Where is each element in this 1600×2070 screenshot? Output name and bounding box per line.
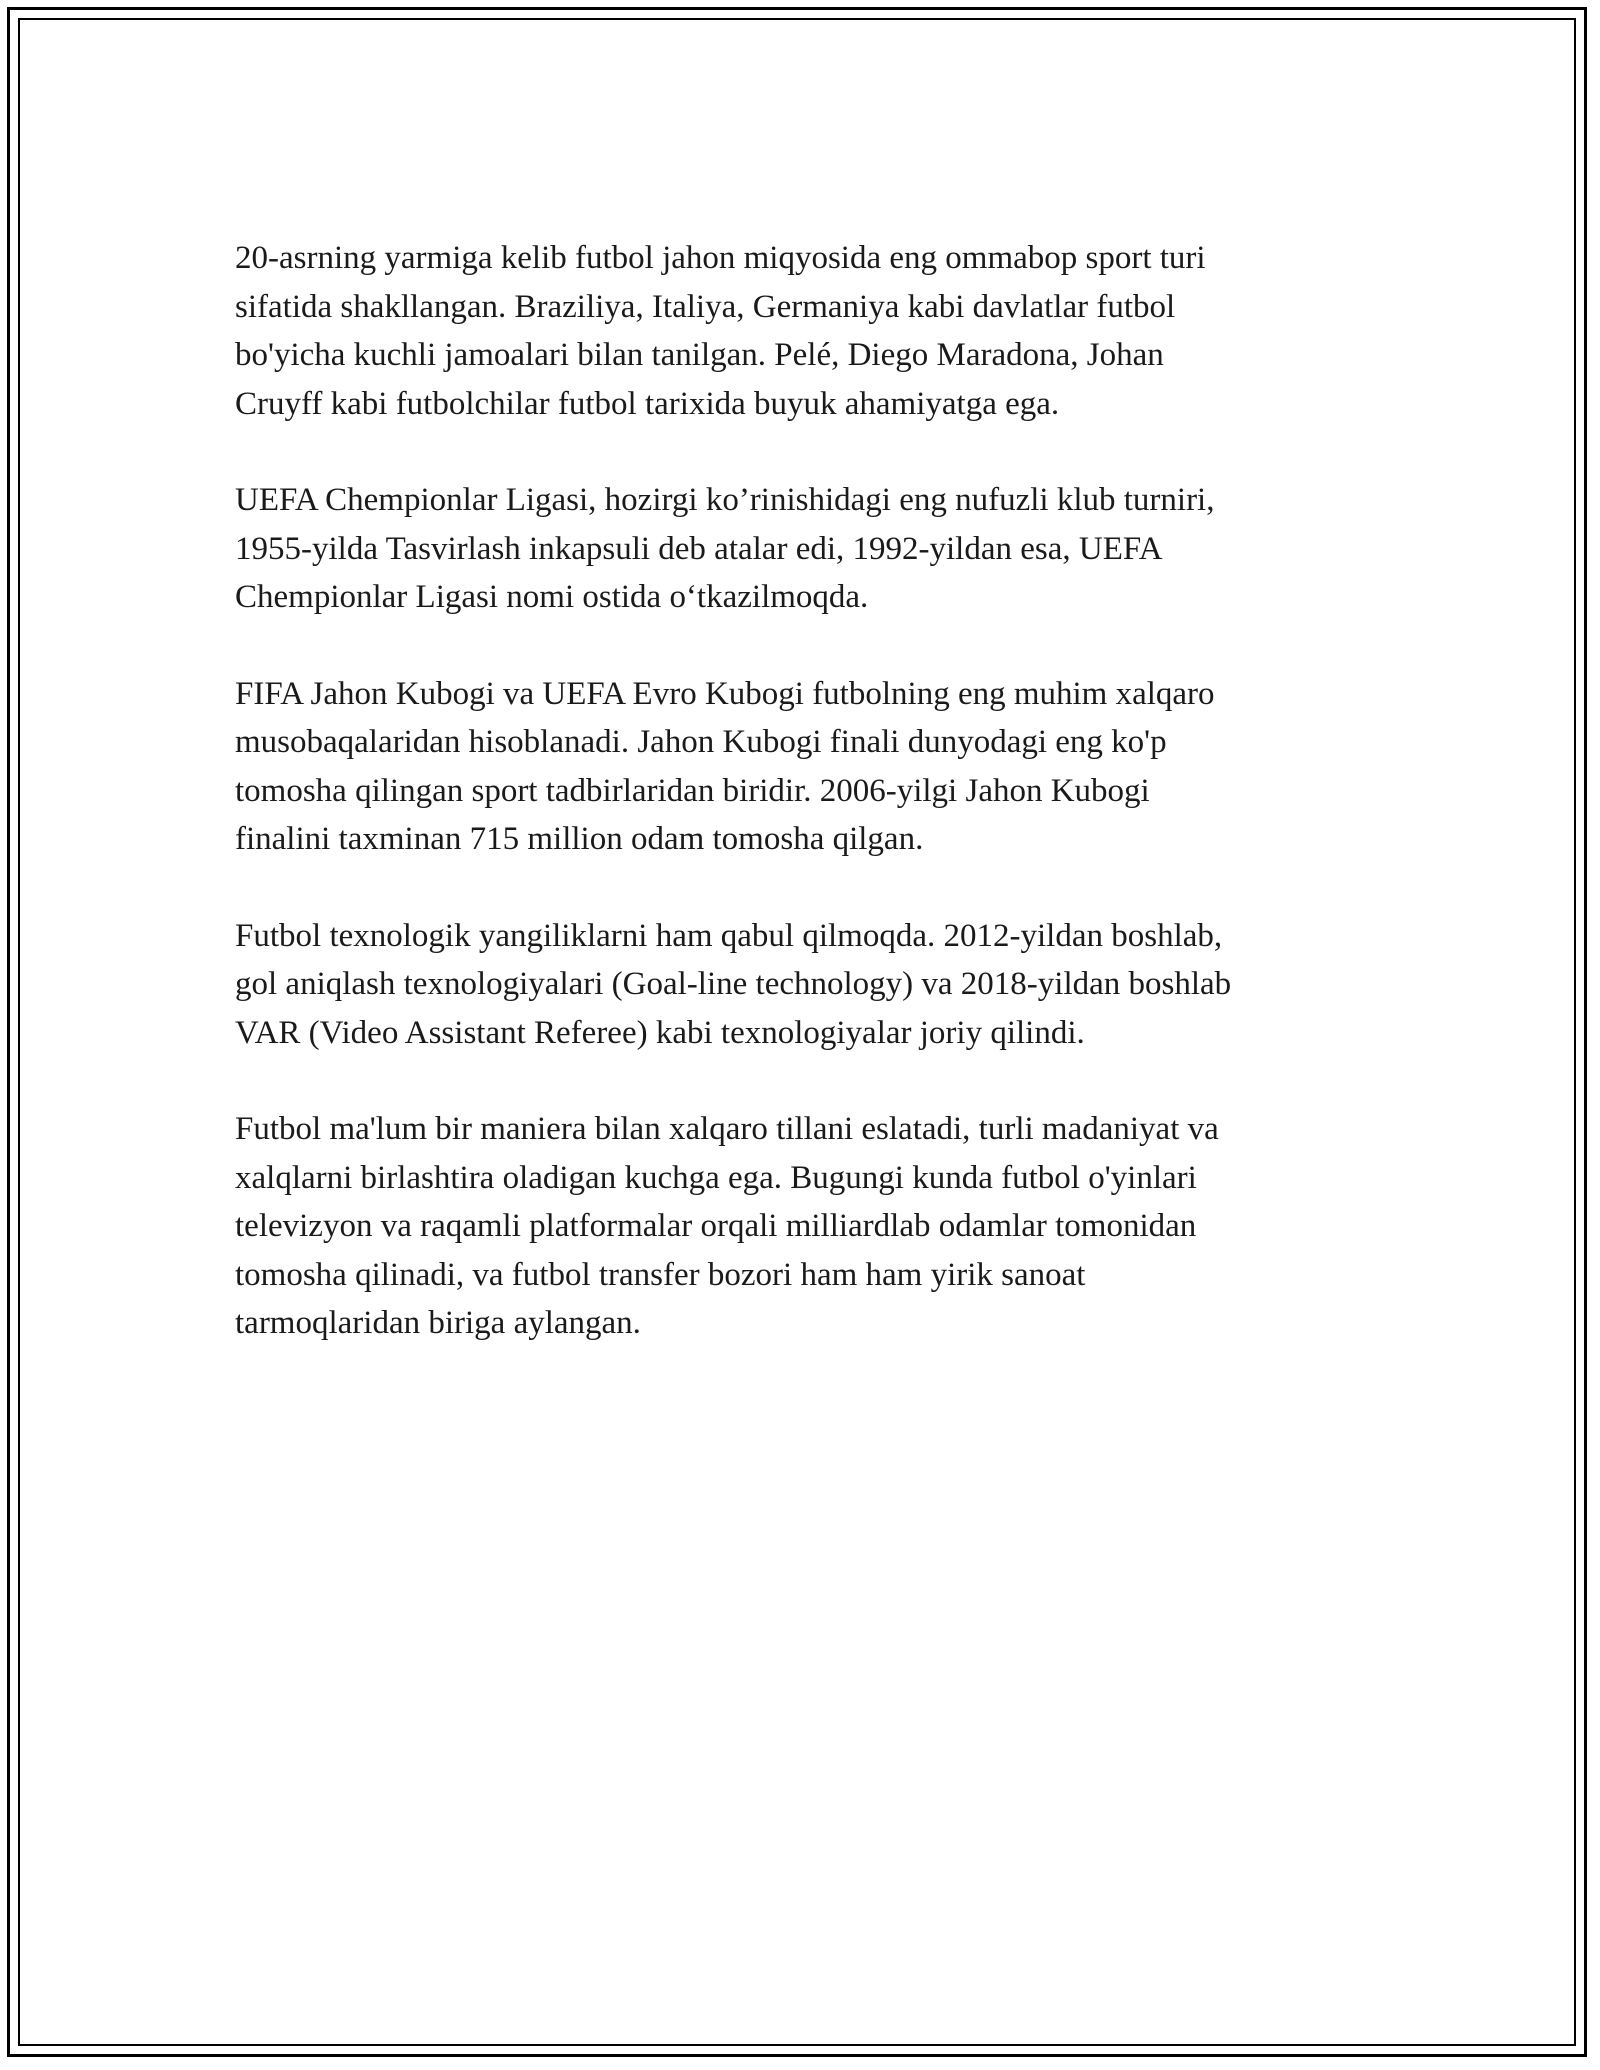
text-line: FIFA Jahon Kubogi va UEFA Evro Kubogi futbolning eng muhim xalqaro [235,675,1215,712]
paragraph-football-history [235,234,1375,428]
text-line: Futbol ma'lum bir maniera bilan xalqaro tillani eslatadi, turli madaniyat va [235,1111,1219,1147]
paragraph-culture-industry [235,1105,1375,1348]
text-line: VAR (Video Assistant Referee) kabi texnologiyalar joriy qilindi. [235,1014,1085,1051]
paragraph-champions-league [235,476,1375,622]
text-line: sifatida shakllangan. Braziliya, Italiya, Germaniya kabi davlatlar futbol [235,288,1176,325]
text-line: Cruyff kabi futbolchilar futbol tarixida buyuk ahamiyatga ega. [235,385,1060,422]
text-line: tomosha qilingan sport tadbirlaridan biridir. 2006-yilgi Jahon Kubogi [235,772,1150,809]
paragraph-world-cup [235,670,1375,864]
text-line: 20-asrning yarmiga kelib futbol jahon miqyosida eng ommabop sport turi [235,240,1206,276]
text-line: UEFA Chempionlar Ligasi, hozirgi ko’rinishidagi eng nufuzli klub turniri, [235,482,1215,518]
text-line: tomosha qilinadi, va futbol transfer bozori ham ham yirik sanoat [235,1256,1086,1293]
paragraph-technology [235,912,1375,1058]
text-line: xalqlarni birlashtira oladigan kuchga ega. Bugungi kunda futbol o'yinlari [235,1159,1197,1196]
text-line: Chempionlar Ligasi nomi ostida o‘tkazilmoqda. [235,579,869,615]
text-line: tarmoqlaridan biriga aylangan. [235,1305,641,1341]
text-line: Futbol texnologik yangiliklarni ham qabul qilmoqda. 2012-yildan boshlab, [235,917,1223,954]
text-line: musobaqalaridan hisoblanadi. Jahon Kubogi finali dunyodagi eng ko'p [235,724,1167,760]
text-line: finalini taxminan 715 million odam tomosha qilgan. [235,821,924,857]
text-line: gol aniqlash texnologiyalari (Goal-line technology) va 2018-yildan boshlab [235,966,1232,1002]
text-line: bo'yicha kuchli jamoalari bilan tanilgan. Pelé, Diego Maradona, Johan [235,337,1164,373]
document-body [235,234,1375,1396]
text-line: televizyon va raqamli platformalar orqali milliardlab odamlar tomonidan [235,1208,1197,1244]
text-line: 1955-yilda Tasvirlash inkapsuli deb atalar edi, 1992-yildan esa, UEFA [235,530,1163,567]
